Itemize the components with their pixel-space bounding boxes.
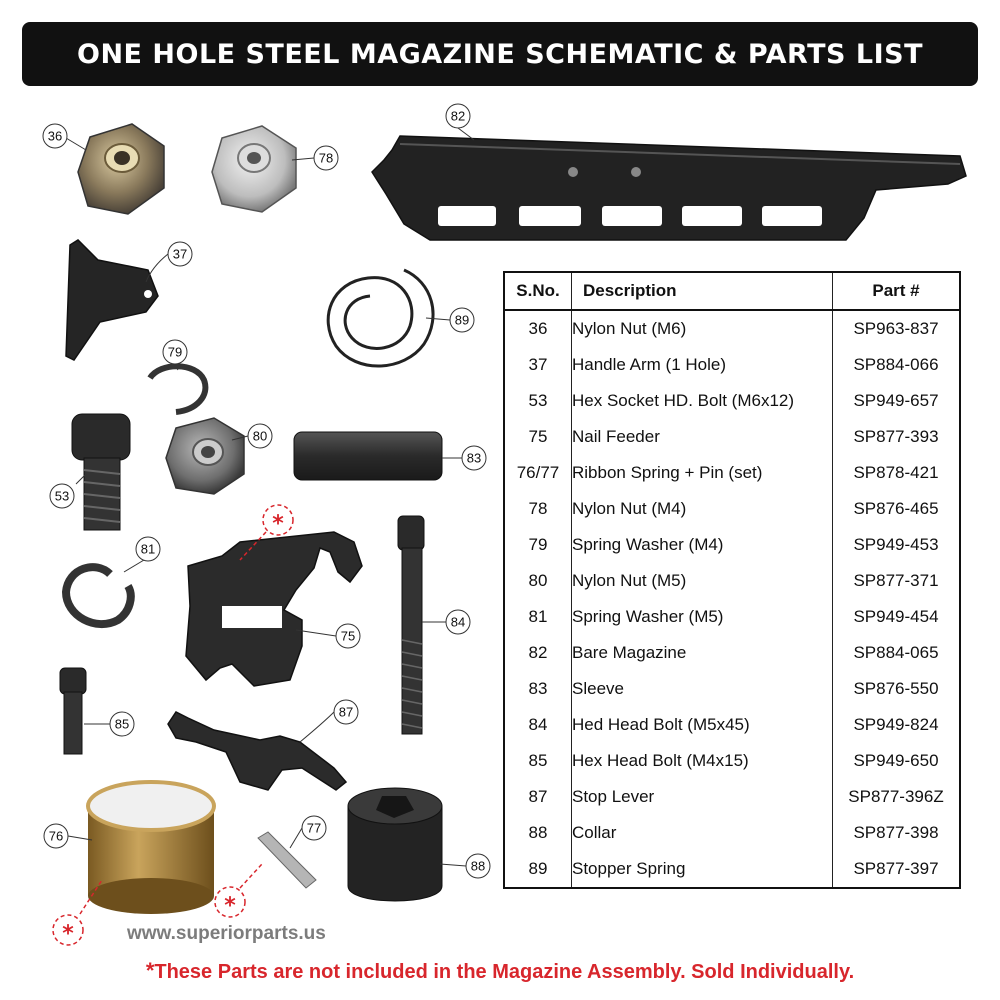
- table-row: [504, 491, 960, 527]
- callout-label: 36: [47, 128, 63, 144]
- table-row: [504, 527, 960, 563]
- callout-label: 77: [306, 820, 322, 836]
- row-description: Nylon Nut (M5): [572, 563, 833, 599]
- table-row: [504, 310, 960, 347]
- row-part-number: SP884-065: [833, 635, 961, 671]
- row-description: Nylon Nut (M6): [572, 310, 833, 347]
- stopper-spring-89-image: [328, 270, 433, 366]
- row-part-number: SP877-396Z: [833, 779, 961, 815]
- stop-lever-87-image: [168, 712, 346, 790]
- row-sno: 76/77: [504, 455, 572, 491]
- nylon-nut-80-image: [166, 418, 244, 494]
- row-sno: 81: [504, 599, 572, 635]
- collar-88-image: [348, 788, 442, 901]
- row-part-number: SP963-837: [833, 310, 961, 347]
- row-description: Ribbon Spring + Pin (set): [572, 455, 833, 491]
- row-part-number: SP877-397: [833, 851, 961, 888]
- hex-bolt-84-image: [398, 516, 424, 734]
- callout-label: 84: [450, 614, 466, 630]
- callout-label: 81: [140, 541, 156, 557]
- row-sno: 75: [504, 419, 572, 455]
- table-row: [504, 347, 960, 383]
- row-description: Nail Feeder: [572, 419, 833, 455]
- table-header-row: [504, 272, 960, 310]
- row-part-number: SP949-657: [833, 383, 961, 419]
- row-part-number: SP877-398: [833, 815, 961, 851]
- page-title: ONE HOLE STEEL MAGAZINE SCHEMATIC & PARTS LIST: [22, 22, 978, 86]
- row-sno: 89: [504, 851, 572, 888]
- not-included-marker: *: [272, 511, 284, 537]
- ribbon-spring-76-image: [88, 782, 214, 914]
- row-sno: 80: [504, 563, 572, 599]
- footnote: [0, 958, 1000, 984]
- column-header-part: Part #: [833, 272, 961, 310]
- column-header-sno: S.No.: [504, 272, 572, 310]
- callout-label: 79: [167, 344, 183, 360]
- table-row: [504, 635, 960, 671]
- column-header-description: Description: [572, 272, 833, 310]
- callout-label: 88: [470, 858, 486, 874]
- table-row: [504, 383, 960, 419]
- footnote-text: These Parts are not included in the Magazine Assembly. Sold Individually.: [154, 961, 855, 983]
- row-sno: 85: [504, 743, 572, 779]
- pin-77-image: [258, 832, 316, 888]
- handle-arm-37-image: [66, 240, 158, 360]
- table-row: [504, 599, 960, 635]
- callout-label: 82: [450, 108, 466, 124]
- row-description: Collar: [572, 815, 833, 851]
- table-row: [504, 743, 960, 779]
- row-part-number: SP877-393: [833, 419, 961, 455]
- callout-label: 76: [48, 828, 64, 844]
- row-part-number: SP877-371: [833, 563, 961, 599]
- footnote-star: *: [145, 958, 155, 983]
- table-row: [504, 671, 960, 707]
- callout-label: 53: [54, 488, 70, 504]
- row-part-number: SP949-650: [833, 743, 961, 779]
- row-part-number: SP949-453: [833, 527, 961, 563]
- row-sno: 53: [504, 383, 572, 419]
- not-included-marker: *: [62, 921, 74, 947]
- row-description: Hex Head Bolt (M4x15): [572, 743, 833, 779]
- table-row: [504, 851, 960, 888]
- nylon-nut-78-image: [212, 126, 296, 212]
- sleeve-83-image: [294, 432, 442, 480]
- row-sno: 84: [504, 707, 572, 743]
- not-included-marker: *: [224, 893, 236, 919]
- table-row: [504, 563, 960, 599]
- row-description: Bare Magazine: [572, 635, 833, 671]
- hex-bolt-85-image: [60, 668, 86, 754]
- row-description: Sleeve: [572, 671, 833, 707]
- row-sno: 82: [504, 635, 572, 671]
- nylon-nut-36-image: [78, 124, 164, 214]
- row-sno: 87: [504, 779, 572, 815]
- table-row: [504, 779, 960, 815]
- row-description: Spring Washer (M5): [572, 599, 833, 635]
- row-description: Handle Arm (1 Hole): [572, 347, 833, 383]
- callout-label: 85: [114, 716, 130, 732]
- row-description: Stopper Spring: [572, 851, 833, 888]
- row-sno: 37: [504, 347, 572, 383]
- callout-label: 83: [466, 450, 482, 466]
- row-part-number: SP949-454: [833, 599, 961, 635]
- row-description: Hex Socket HD. Bolt (M6x12): [572, 383, 833, 419]
- row-description: Hed Head Bolt (M5x45): [572, 707, 833, 743]
- socket-bolt-53-image: [72, 414, 130, 530]
- callout-label: 75: [340, 628, 356, 644]
- row-sno: 79: [504, 527, 572, 563]
- row-sno: 78: [504, 491, 572, 527]
- row-description: Nylon Nut (M4): [572, 491, 833, 527]
- callout-label: 80: [252, 428, 268, 444]
- bare-magazine-82-image: [372, 136, 966, 240]
- website-url: www.superiorparts.us: [127, 923, 326, 944]
- nail-feeder-75-image: [186, 532, 362, 686]
- row-description: Spring Washer (M4): [572, 527, 833, 563]
- parts-table: [503, 271, 961, 889]
- spring-washer-81-image: [66, 567, 131, 624]
- table-row: [504, 455, 960, 491]
- spring-washer-79-image: [150, 366, 205, 412]
- table-row: [504, 707, 960, 743]
- callout-label: 78: [318, 150, 334, 166]
- callout-label: 87: [338, 704, 354, 720]
- row-part-number: SP949-824: [833, 707, 961, 743]
- row-sno: 83: [504, 671, 572, 707]
- table-row: [504, 419, 960, 455]
- callout-label: 37: [172, 246, 188, 262]
- row-part-number: SP876-550: [833, 671, 961, 707]
- row-description: Stop Lever: [572, 779, 833, 815]
- row-sno: 88: [504, 815, 572, 851]
- table-row: [504, 815, 960, 851]
- row-part-number: SP878-421: [833, 455, 961, 491]
- row-part-number: SP884-066: [833, 347, 961, 383]
- row-sno: 36: [504, 310, 572, 347]
- callout-label: 89: [454, 312, 470, 328]
- row-part-number: SP876-465: [833, 491, 961, 527]
